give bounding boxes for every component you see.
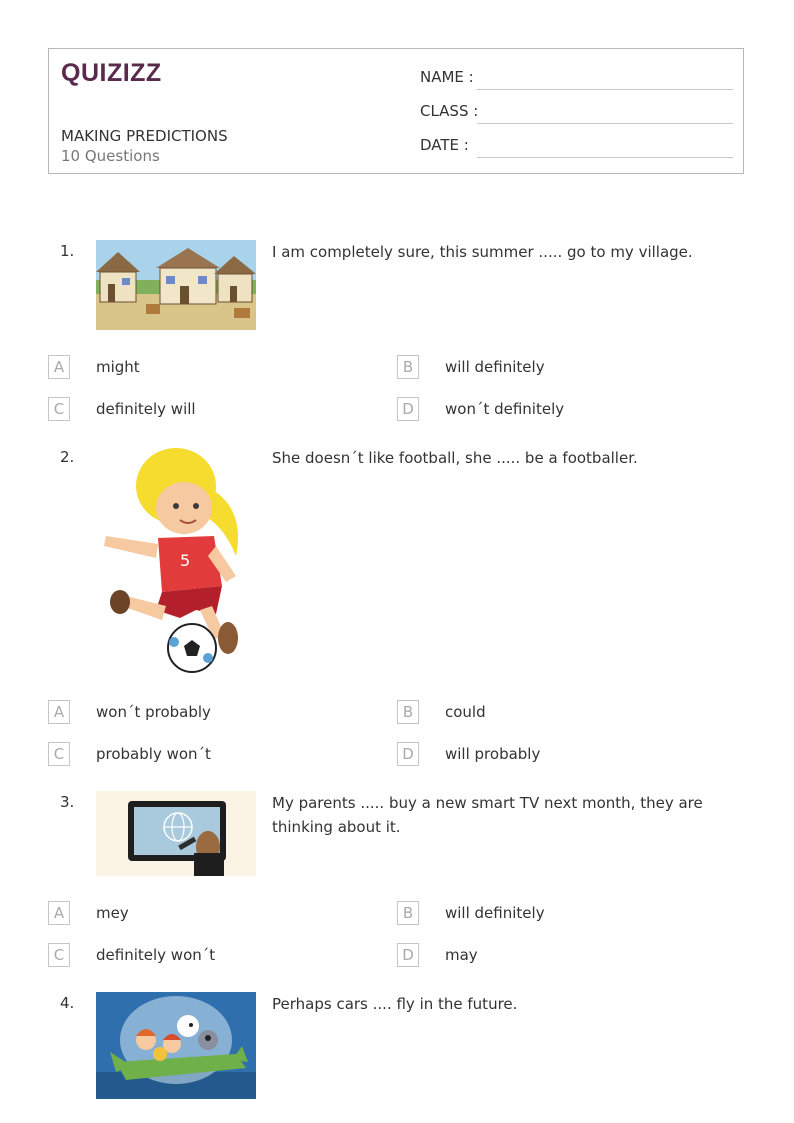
girl-football-image xyxy=(96,446,256,676)
question-number: 3. xyxy=(60,793,75,811)
question-number: 2. xyxy=(60,448,75,466)
option-a-letter[interactable]: A xyxy=(48,355,70,379)
option-c-letter[interactable]: C xyxy=(48,742,70,766)
option-d-letter[interactable]: D xyxy=(397,943,419,967)
option-d-text[interactable]: will probably xyxy=(445,745,541,763)
question-text: I am completely sure, this summer ..... go to my village. xyxy=(272,243,693,261)
question-text: She doesn´t like football, she ..... be a footballer. xyxy=(272,449,638,467)
option-c-letter[interactable]: C xyxy=(48,943,70,967)
class-label: CLASS : xyxy=(420,102,479,120)
worksheet-title: MAKING PREDICTIONS xyxy=(61,127,228,145)
option-a-text[interactable]: might xyxy=(96,358,140,376)
worksheet-header xyxy=(48,48,744,174)
class-line xyxy=(477,123,733,124)
option-a-text[interactable]: mey xyxy=(96,904,129,922)
option-a-letter[interactable]: A xyxy=(48,901,70,925)
quizizz-logo: QUIZIZZ xyxy=(61,59,162,87)
date-line xyxy=(477,157,733,158)
question-number: 1. xyxy=(60,242,75,260)
question-count: 10 Questions xyxy=(61,147,160,165)
option-c-text[interactable]: definitely won´t xyxy=(96,946,216,964)
option-b-letter[interactable]: B xyxy=(397,355,419,379)
option-b-letter[interactable]: B xyxy=(397,901,419,925)
svg-text:5: 5 xyxy=(180,551,191,570)
option-c-text[interactable]: probably won´t xyxy=(96,745,211,763)
name-line xyxy=(477,89,733,90)
name-label: NAME : xyxy=(420,68,474,86)
option-b-text[interactable]: could xyxy=(445,703,486,721)
option-b-letter[interactable]: B xyxy=(397,700,419,724)
option-b-text[interactable]: will definitely xyxy=(445,358,545,376)
option-b-text[interactable]: will definitely xyxy=(445,904,545,922)
question-number: 4. xyxy=(60,994,75,1012)
option-a-text[interactable]: won´t probably xyxy=(96,703,211,721)
date-label: DATE : xyxy=(420,136,469,154)
option-d-letter[interactable]: D xyxy=(397,742,419,766)
option-c-text[interactable]: definitely will xyxy=(96,400,196,418)
option-d-text[interactable]: won´t definitely xyxy=(445,400,565,418)
option-a-letter[interactable]: A xyxy=(48,700,70,724)
question-text: My parents ..... buy a new smart TV next month, they are thinking about it. xyxy=(272,794,703,836)
question-text: Perhaps cars .... fly in the future. xyxy=(272,995,518,1013)
option-d-text[interactable]: may xyxy=(445,946,478,964)
option-c-letter[interactable]: C xyxy=(48,397,70,421)
flying-car-cartoon-image xyxy=(96,992,256,1099)
smart-tv-image xyxy=(96,791,256,876)
option-d-letter[interactable]: D xyxy=(397,397,419,421)
village-houses-image xyxy=(96,240,256,330)
